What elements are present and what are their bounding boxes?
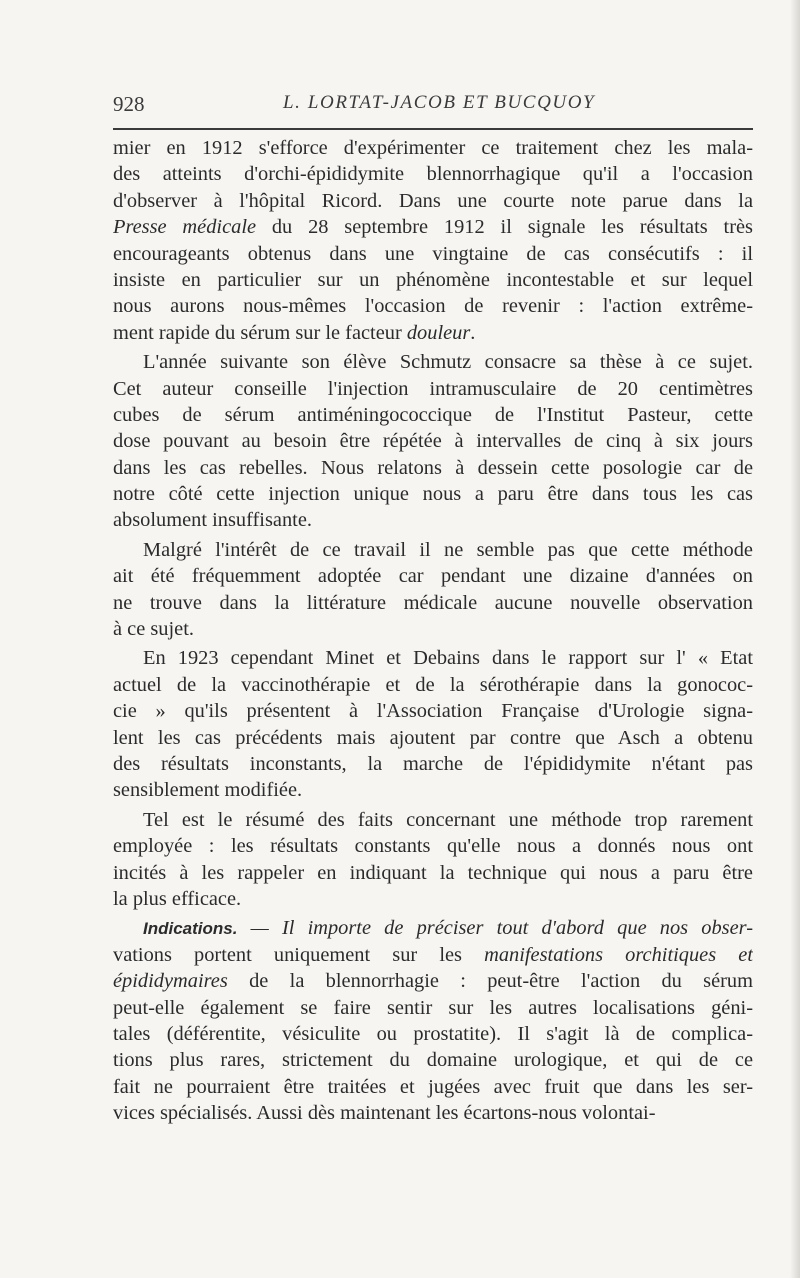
header-rule [113,128,753,130]
text-line [113,563,753,589]
text-line [113,241,753,267]
paragraph [113,807,753,913]
text-line [113,886,753,912]
text-run: notre côté cette injection unique nous a paru être dans tous les cas [113,483,753,506]
text-run: absolument insuffisante. [113,509,312,532]
text-run: vations portent uniquement sur les [113,943,485,966]
text-line [113,1074,753,1100]
text-line [113,968,753,994]
text-run: tions plus rares, strictement du domaine urologique, et qui de ce [113,1049,753,1072]
text-run: ait été fréquemment adoptée car pendant une dizaine d'années on [113,565,753,588]
text-line [113,1100,753,1126]
text-line [113,995,753,1021]
text-line [113,537,753,563]
text-run: des résultats inconstants, la marche de l'épididymite n'étant pas [113,752,753,775]
text-run: d'observer à l'hôpital Ricord. Dans une courte note parue dans la [113,189,753,212]
text-run: Cet auteur conseille l'injection intramusculaire de 20 centimètres [113,377,753,400]
paragraph [113,135,753,346]
text-run: incités à les rappeler en indiquant la technique qui nous a paru être [113,861,753,884]
text-run: dose pouvant au besoin être répétée à intervalles de cinq à six jours [113,430,753,453]
text-line [113,376,753,402]
page-edge-shadow [790,0,800,1278]
text-line [113,751,753,777]
text-line [113,1047,753,1073]
text-line [113,188,753,214]
italic-text: manifestations orchitiques et [484,943,753,966]
text-line [113,267,753,293]
text-line [113,455,753,481]
paragraph [113,537,753,643]
page-number: 928 [113,92,145,116]
text-run: encourageants obtenus dans une vingtaine de cas consécutifs : il [113,242,753,265]
italic-text: douleur [406,321,471,344]
section-heading: Indications. [143,919,238,939]
text-run: En 1923 cependant Minet et Debains dans le rapport sur l' « Etat [143,647,753,670]
text-run: des atteints d'orchi-épididymite blennorrhagique qu'il a l'occasion [113,163,753,186]
text-line [113,161,753,187]
text-line [113,645,753,671]
text-run: cie » qu'ils présentent à l'Association Française d'Urologie signa- [113,700,753,723]
text-run: . [470,321,476,344]
text-line [113,428,753,454]
text-line [113,777,753,803]
text-line [113,402,753,428]
text-run: insiste en particulier sur un phénomène incontestable et sur lequel [113,268,753,291]
paragraph [113,915,753,1126]
italic-text: Presse médicale [113,216,257,239]
text-line [113,507,753,533]
text-run: Tel est le résumé des faits concernant une méthode trop rarement [143,808,753,831]
text-run: cubes de sérum antiméningococcique de l'Institut Pasteur, cette [113,403,753,426]
text-run: de la blennorrhagie : peut-être l'action du sérum [227,970,753,993]
body-text [113,135,753,1129]
text-line [113,725,753,751]
text-run: dans les cas rebelles. Nous relatons à dessein cette posologie car de [113,456,753,479]
text-line [113,135,753,161]
text-line [113,293,753,319]
text-run: peut-elle également se faire sentir sur les autres localisations géni- [113,996,753,1019]
text-line [113,590,753,616]
text-line [113,942,753,968]
text-line [113,915,753,941]
text-line [113,616,753,642]
text-run: ment rapide du sérum sur le facteur [113,321,407,344]
text-run: ne trouve dans la littérature médicale aucune nouvelle observation [113,591,753,614]
text-run: Malgré l'intérêt de ce travail il ne semble pas que cette méthode [143,538,753,561]
text-line [113,833,753,859]
text-run: tales (déférentite, vésiculite ou prostatite). Il s'agit là de complica- [113,1022,753,1045]
paragraph [113,645,753,803]
running-head: L. LORTAT-JACOB ET BUCQUOY [283,92,596,113]
text-run: mier en 1912 s'efforce d'expérimenter ce traitement chez les mala- [113,137,753,159]
text-line [113,860,753,886]
text-run: actuel de la vaccinothérapie et de la sérothérapie dans la gonococ- [113,673,753,696]
text-line [113,1021,753,1047]
text-run: à ce sujet. [113,618,194,641]
text-line [113,349,753,375]
text-line [113,672,753,698]
text-run: lent les cas précédents mais ajoutent par contre que Asch a obtenu [113,726,753,749]
text-run: la plus efficace. [113,887,242,910]
text-run: du 28 septembre 1912 il signale les résultats très [256,216,753,239]
text-line [113,807,753,833]
text-line [113,214,753,240]
text-run: L'année suivante son élève Schmutz consacre sa thèse à ce sujet. [143,351,753,374]
text-run: sensiblement modifiée. [113,779,303,802]
text-line [113,698,753,724]
paragraph [113,349,753,534]
text-line [113,320,753,346]
italic-text: — Il importe de préciser tout d'abord que nos obser- [237,917,753,940]
text-run: nous aurons nous-mêmes l'occasion de revenir : l'action extrême- [113,295,753,318]
text-run: fait ne pourraient être traitées et jugées avec fruit que dans les ser- [113,1075,753,1098]
text-line [113,481,753,507]
text-run: vices spécialisés. Aussi dès maintenant les écartons-nous volontai- [113,1102,656,1125]
text-run: employée : les résultats constants qu'elle nous a donnés nous ont [113,835,753,858]
page-header [113,92,753,122]
italic-text: épididymaires [113,970,228,993]
